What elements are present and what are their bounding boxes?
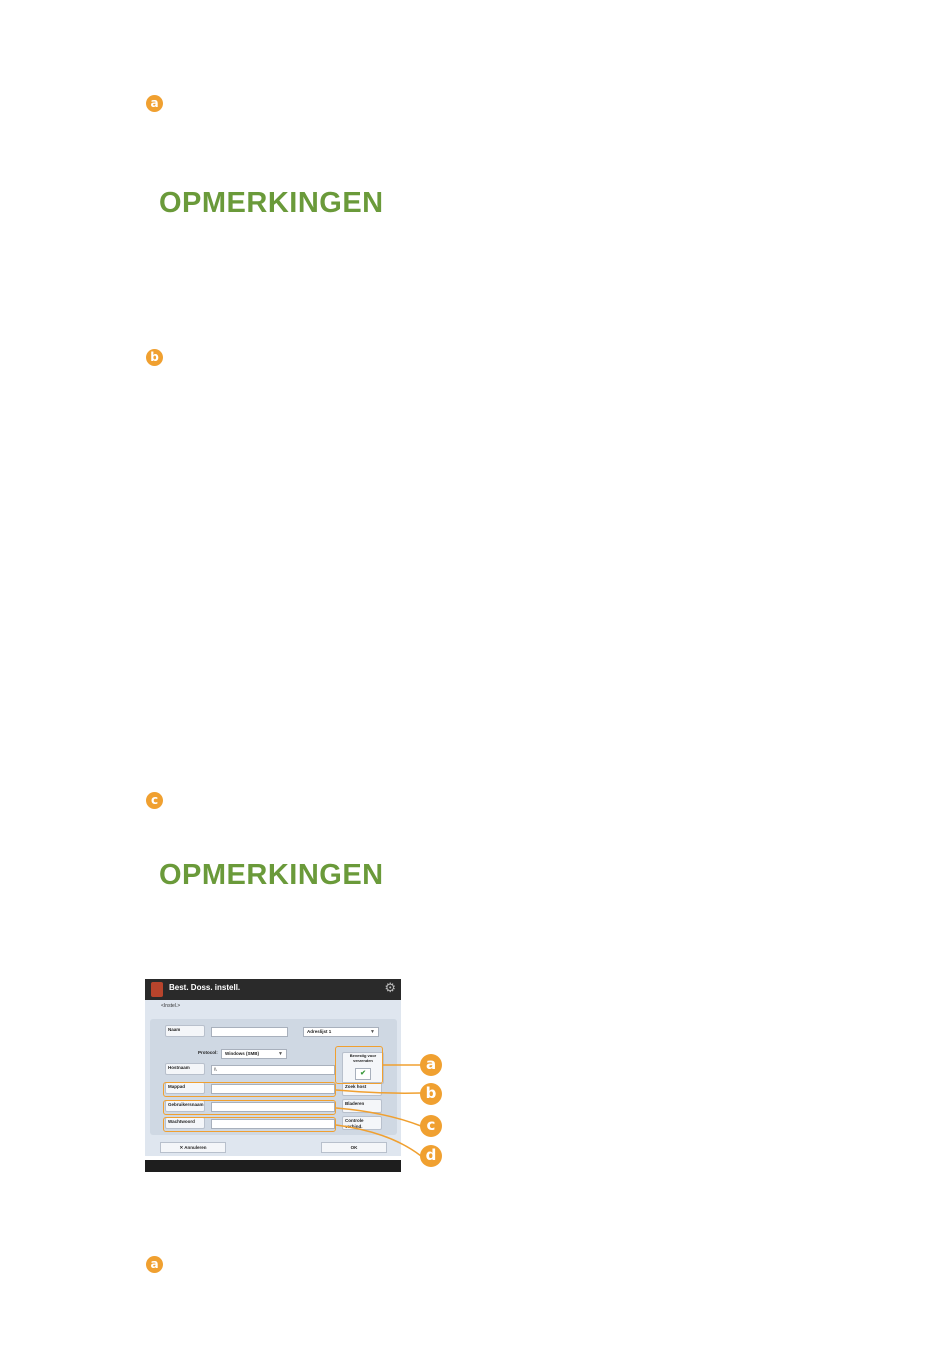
- chevron-down-icon: ▼: [370, 1029, 375, 1035]
- folder-path-button[interactable]: Mappad: [165, 1082, 205, 1094]
- notes-heading: OPMERKINGEN: [159, 187, 384, 219]
- screen-subtitle: <Instel.>: [161, 1003, 181, 1009]
- checkmark-icon: ✔: [355, 1068, 371, 1080]
- screen-title: Best. Doss. instell.: [169, 983, 241, 992]
- hostname-field[interactable]: \\: [211, 1065, 335, 1075]
- marker-b: b: [146, 349, 163, 366]
- marker-c: c: [146, 792, 163, 809]
- connection-test-button[interactable]: Controle verbind.: [342, 1116, 382, 1130]
- password-button[interactable]: Wachtwoord: [165, 1117, 205, 1129]
- name-button[interactable]: Naam: [165, 1025, 205, 1037]
- browse-button[interactable]: Bladeren: [342, 1099, 382, 1113]
- ok-button[interactable]: OK: [321, 1142, 387, 1153]
- search-host-button[interactable]: Zoek host: [342, 1082, 382, 1096]
- marker-a: a: [146, 95, 163, 112]
- cancel-label: Annuleren: [184, 1145, 207, 1150]
- username-button[interactable]: Gebruikersnaam: [165, 1100, 205, 1112]
- callout-b: b: [420, 1083, 442, 1105]
- protocol-value: Windows (SMB): [225, 1051, 259, 1056]
- callout-c: c: [420, 1115, 442, 1137]
- confirm-before-send-label: Bevestig voor verzenden: [349, 1053, 377, 1063]
- hostname-button[interactable]: Hostnaam: [165, 1063, 205, 1075]
- gear-icon[interactable]: ⚙: [384, 981, 396, 996]
- notes-heading: OPMERKINGEN: [159, 859, 384, 891]
- callout-a: a: [420, 1054, 442, 1076]
- chevron-down-icon: ▼: [278, 1051, 283, 1057]
- close-icon: ✕: [179, 1145, 185, 1150]
- callout-d: d: [420, 1145, 442, 1167]
- address-list-value: Adreslijst 1: [307, 1029, 332, 1034]
- marker-a: a: [146, 1256, 163, 1273]
- protocol-label: Protocol:: [198, 1050, 218, 1055]
